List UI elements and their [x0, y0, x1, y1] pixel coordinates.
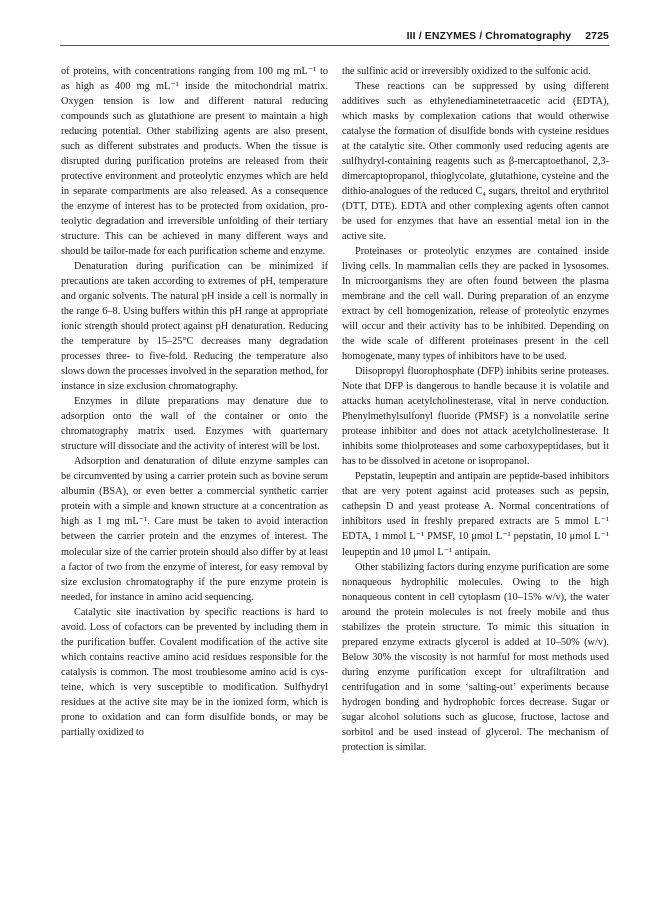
- right-column: [342, 64, 609, 755]
- paragraph: Pepstatin, leupeptin and antipain are peptide-based inhibitors that are very potent against acid proteases such as pepsin, cathepsin D and yeast protease A. Normal concentrations of inhibitors used in freshly prepared extracts are 5 mmol L⁻¹ EDTA, 1 mmol L⁻¹ PMSF, 10 μmol L⁻¹ pepstatin, 10 μmol L⁻¹ leupeptin and 10 μmol L⁻¹ antipain.: [342, 471, 609, 558]
- paragraph: These reactions can be suppressed by using different additives such as ethylenediaminetetraacetic acid (EDTA), which masks by complexation cations that would otherwise catalyse the formation of disulfide bonds with cysteine residues at the catalytic site. Other commonly used reducing agents are sulfhydryl-containing reagents such as β-mercaptoethanol, 2,3-dimercaptopropanol, thioglycolate, glutathione, cysteine and the dithio-analogues of the reduced C₄ sugars, threitol and erythritol (DTT, DTE). EDTA and other complexing agents often cannot be used for enzymes that have an essential metal ion in the active site.: [342, 81, 609, 243]
- paragraph: of proteins, with concentrations ranging from 100 mg mL⁻¹ to as high as 400 mg mL⁻¹ inside the mitochondrial matrix. Oxygen tension is low and different natural reducing compounds such as glutathione are present to maintain a high reducing potential. Other stabilizing agents are also present, such as different substrates and products. When the tissue is disrupted during purification proteins are released from their protective environment and proteolytic enzymes which are held in separate compartments are also released. As a consequence the enzyme of interest has to be protected from oxidation, proteolytic degradation and irreversible unfolding of their tertiary structure. This can be achieved in many different ways and should be tailor-made for each purification scheme and enzyme.: [61, 66, 328, 258]
- paragraph: the sulfinic acid or irreversibly oxidized to the sulfonic acid.: [342, 66, 591, 77]
- page-number: 2725: [585, 30, 609, 42]
- paragraph: Catalytic site inactivation by specific reactions is hard to avoid. Loss of cofactors can be prevented by including them in the purification buffer. Covalent modification of the active site which contains reactive amino acid residues responsible for the catalysis is common. The most troublesome amino acid is cysteine, which is very susceptible to modification. Sulfhydryl residues at the active site may be in the ionized form, which is prone to oxidation and can form disulfide bonds, or may be partially oxidized to: [61, 606, 328, 738]
- paragraph: Proteinases or proteolytic enzymes are contained inside living cells. In mammalian cells they are packed in lysosomes. In microorganisms they are often found between the plasma membrane and the cell wall. During preparation of an enzyme extract by cell homogenization, release of proteolytic enzymes will occur and their activity has to be inhibited. Depending on the wide scale of different proteinases present in the cell homogenate, many types of inhibitors have to be used.: [342, 246, 609, 363]
- paragraph: Enzymes in dilute preparations may denature due to adsorption onto the wall of the container or onto the chromatography matrix used. Enzymes with quarternary structure will dissociate and the activity of interest will be lost.: [61, 396, 328, 453]
- paragraph: Adsorption and denaturation of dilute enzyme samples can be circumvented by using a carrier protein such as bovine serum albumin (BSA), or even better a commercial synthetic carrier protein with a simple and known structure at a concentration as high as 1 mg mL⁻¹. Care must be taken to avoid interaction between the carrier protein and the enzymes of interest. The molecular size of the carrier protein should also differ by at least a factor of two from the enzyme of interest, for easy removal by size exclusion chromatography if the pure enzyme protein is needed, for instance in amino acid sequencing.: [61, 456, 328, 603]
- paragraph: Other stabilizing factors during enzyme purification are some nonaqueous hydrophilic molecules. Owing to the high nonaqueous content in cell cytoplasm (10–15% w/v), the water around the protein molecules is not freely mobile and thus stabilizes the protein structure. To mimic this situation in prepared enzyme extracts glycerol is added at 10–50% (w/v). Below 30% the viscosity is not harmful for most methods used during enzyme purification except for ultrafiltration and centrifugation and in some ‘salting-out’ experiments because hydrogen bonding and hydrophobic forces decrease. Sugar or sugar alcohol solutions such as glucose, fructose, lactose and sorbitol and be used instead of glycerol. The mechanism of protection is similar.: [342, 561, 609, 753]
- header-section-title: III / ENZYMES / Chromatography: [406, 30, 572, 42]
- header-rule: [60, 45, 609, 46]
- left-column: [61, 64, 328, 740]
- paragraph: Denaturation during purification can be minimized if precautions are taken according to extremes of pH, temperature and organic solvents. The natural pH inside a cell is normally in the range 6–8. Using buffers within this pH range at appropriate ionic strength should protect against pH denaturation. Reducing the temperature by 15–25°C decreases many degradation processes three- to five-fold. Reducing the temperature also slows down the processes involved in the separation method, for instance in size exclusion chromatography.: [61, 261, 328, 393]
- running-header: [0, 30, 609, 42]
- paragraph: Diisopropyl fluorophosphate (DFP) inhibits serine proteases. Note that DFP is dangerous to handle because it is volatile and attacks human acetylcholinesterase, vital in nerve conduction. Phenylmethylsulfonyl fluoride (PMSF) is a nonvolatile serine protease inhibitor and does not attack acetylcholinesterase. It inhibits some thiolproteases and some carboxypeptidases, but it has to be dissolved in acetone or isopropanol.: [342, 366, 609, 468]
